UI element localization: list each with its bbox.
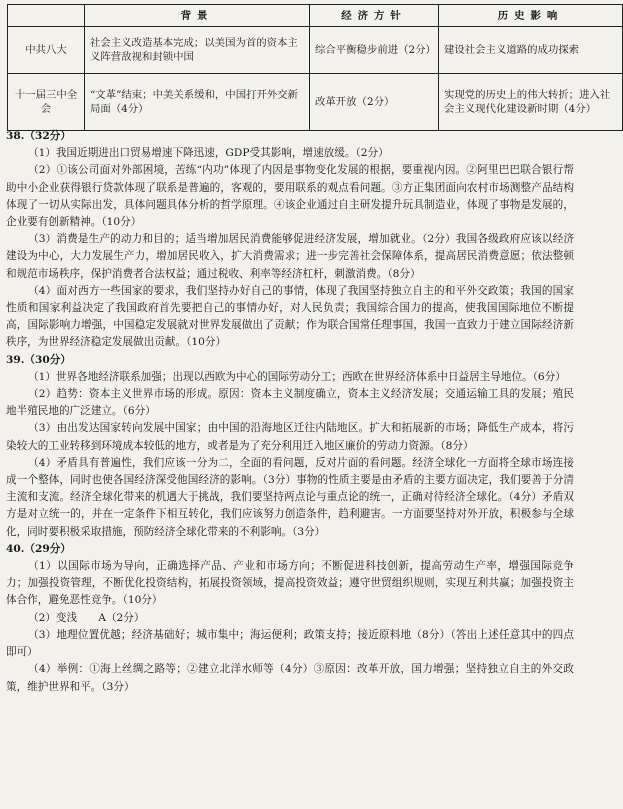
table-row: [8, 74, 623, 131]
table-header-row: [8, 5, 623, 27]
answer-content: [6, 128, 574, 696]
table-cell: 社会主义改造基本完成；以美国为首的资本主义阵营敌视和封锁中国: [85, 27, 310, 74]
table-header-cell: 历史影响: [439, 5, 623, 27]
answer-paragraph: （1）世界各地经济联系加强；出现以西欧为中心的国际劳动分工；西欧在世界经济体系中日益居主导地位。（6分）: [28, 370, 566, 383]
table-header-cell: 背景: [85, 5, 310, 27]
answer-paragraph: （1）以国际市场为导向，正确选择产品、产业和市场方向；不断促进科技创新，提高劳动生产率，增强国际竞争力；加强投资管理，不断优化投资结构，拓展投资领域，提高投资效益；遵守世贸组织规则，实现互利共赢；加强投资主体合作，避免恶性竞争。（10分）: [6, 560, 574, 607]
table-cell: 综合平衡稳步前进（2分）: [310, 27, 439, 74]
answer-paragraph: （4）举例：①海上丝绸之路等；②建立北洋水师等（4分）③原因：改革开放，国力增强；坚持独立自主的外交政策，维护世界和平。（3分）: [6, 663, 574, 693]
question-40-title: 40.（29分）: [6, 542, 71, 555]
table-cell: 实现党的历史上的伟大转折；进入社会主义现代化建设新时期（4分）: [439, 74, 623, 131]
table-cell: 十一届三中全会: [8, 74, 85, 131]
answer-paragraph: （4）面对西方一些国家的要求，我们坚持办好自己的事情，体现了我国坚持独立自主的和平外交政策；我国的国家性质和国家利益决定了我国政府首先要把自己的事情办好，对人民负责；我国综合国力的提高，使我国国际地位不断提高，国际影响力增强，中国稳定发展就对世界发展做出了贡献；作为联合国常任理事国，我国一直致力于建立国际经济新秩序，为世界经济稳定发展做出贡献。（10分）: [6, 284, 574, 349]
table-row: [8, 27, 623, 74]
history-comparison-table: [7, 4, 623, 131]
answer-paragraph: （3）地理位置优越；经济基础好；城市集中；海运便利；政策支持；接近原料地（8分）（答出上述任意其中的四点即可）: [6, 628, 574, 659]
answer-paragraph: （2）①该公司面对外部困境，苦练“内功”体现了内因是事物变化发展的根据，要重视内因。②阿里巴巴联合银行帮助中小企业获得银行贷款体现了联系是普遍的，客观的，要用联系的观点看问题。③方正集团面向农村市场测整产品结构体现了一切从实际出发，具体问题具体分析的哲学原理。④该企业通过自主研发提升玩具制造业，体现了事物是发展的，企业要有创新精神。（10分）: [6, 164, 574, 229]
table-cell: 建设社会主义道路的成功探索: [439, 27, 623, 74]
table-cell: “文革”结束；中美关系缓和，中国打开外交新局面（4分）: [85, 74, 310, 131]
table-header-cell: 经济方针: [310, 5, 439, 27]
answer-paragraph: （2）趋势：资本主义世界市场的形成。原因：资本主义制度确立，资本主义经济发展；交通运输工具的发展；殖民地半殖民地的广泛建立。（6分）: [6, 388, 574, 418]
question-39-title: 39.（30分）: [6, 353, 71, 366]
answer-paragraph: （2）变浅 A（2分）: [28, 611, 145, 624]
table-cell: 中共八大: [8, 27, 85, 74]
answer-paragraph: （3）由出发达国家转向发展中国家；由中国的沿海地区迁往内陆地区。扩大和拓展新的市场；降低生产成本，将污染较大的工业转移到环境成本较低的地方，或者是为了充分利用迁入地区廉价的劳动力资源。（8分）: [6, 422, 574, 452]
answer-paragraph: （4）矛盾具有普遍性，我们应该一分为二，全面的看问题，反对片面的看问题。经济全球化一方面将全球市场连接成一个整体，同时也使各国经济深受他国经济的影响。（3分）事物的性质主要是由矛盾的主要方面决定，我们要善于分清主流和支流。经济全球化带来的机遇大于挑战，我们要坚持两点论与重点论的统一，正确对待经济全球化。（4分）矛盾双方是对立统一的，并在一定条件下相互转化，我们应该努力创造条件，趋利避害。一方面要坚持对外开放，积极参与全球化，同时要积极采取措施，预防经济全球化带来的不利影响。（3分）: [6, 456, 574, 538]
question-38-title: 38.（32分）: [6, 130, 71, 142]
table-cell: 改革开放（2分）: [310, 74, 439, 131]
table-header-cell: [8, 5, 85, 27]
answer-paragraph: （1）我国近期进出口贸易增速下降迅速，GDP受其影响，增速放缓。（2分）: [28, 147, 389, 160]
answer-paragraph: （3）消费是生产的动力和目的；适当增加居民消费能够促进经济发展，增加就业。（2分）我国各级政府应该以经济建设为中心，大力发展生产力，增加居民收入，扩大消费需求；进一步完善社会保障体系，提高居民消费意愿；依法整顿和规范市场秩序，保护消费者合法权益；通过税收、利率等经济杠杆，刺激消费。（8分）: [6, 233, 574, 280]
